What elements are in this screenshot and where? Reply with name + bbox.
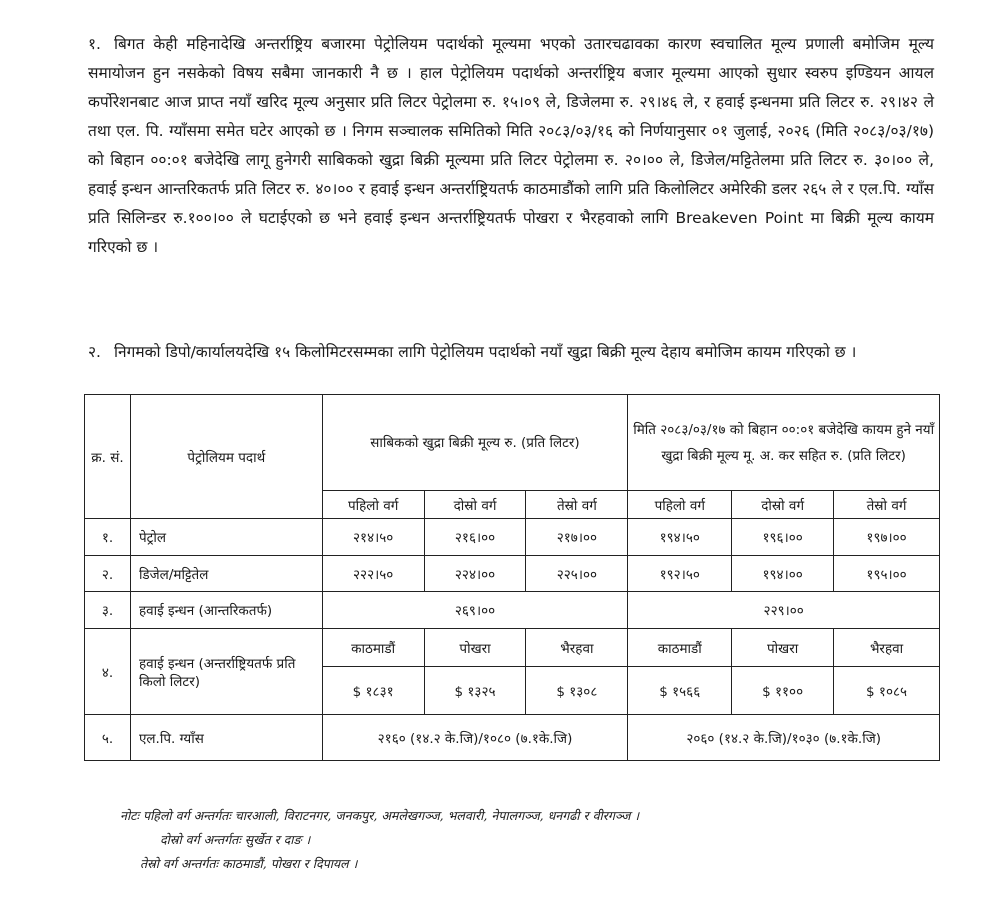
row-product: हवाई इन्धन (आन्तरिकतर्फ) (130, 592, 322, 629)
price-cell: २२२।५० (322, 556, 424, 592)
table-row (85, 519, 940, 556)
price-cell: १९२।५० (628, 556, 732, 592)
header-grade-2-old: दोस्रो वर्ग (424, 491, 526, 519)
header-grade-3-new: तेस्रो वर्ग (834, 491, 940, 519)
place-cell: भैरहवा (834, 629, 940, 667)
price-cell: २१६० (१४.२ के.जि)/१०८० (७.१के.जि) (322, 715, 628, 761)
footnote-line: दोस्रो वर्ग अन्तर्गतः सुर्खेत र दाङ । (160, 832, 311, 847)
row-product: एल.पि. ग्याँस (130, 715, 322, 761)
row-sn: १. (85, 519, 131, 556)
row-product: हवाई इन्धन (अन्तर्राष्ट्रियतर्फ प्रति किलो लिटर) (130, 629, 322, 715)
footnote-line: नोटः पहिलो वर्ग अन्तर्गतः चारआली, विराटनगर, जनकपुर, अमलेखगञ्ज, भलवारी, नेपालगञ्ज, धनगढी र वीरगञ्ज । (120, 808, 640, 823)
paragraph-2 (88, 338, 934, 367)
price-cell: $ १५६६ (628, 667, 732, 715)
price-cell: १९५।०० (834, 556, 940, 592)
price-cell: २१७।०० (526, 519, 628, 556)
header-grade-1-new: पहिलो वर्ग (628, 491, 732, 519)
row-sn: २. (85, 556, 131, 592)
price-cell: १९४।०० (732, 556, 834, 592)
row-sn: ३. (85, 592, 131, 629)
header-grade-3-old: तेस्रो वर्ग (526, 491, 628, 519)
price-cell: $ १३२५ (424, 667, 526, 715)
price-cell: $ १०८५ (834, 667, 940, 715)
footnote (120, 804, 920, 876)
table-row (85, 556, 940, 592)
header-grade-2-new: दोस्रो वर्ग (732, 491, 834, 519)
price-table (84, 394, 940, 761)
header-new-price: मिति २०८३/०३/१७ को बिहान ००:०१ बजेदेखि कायम हुने नयाँ खुद्रा बिक्री मूल्य मू. अ. कर सहित रु. (प्रति लिटर) (628, 395, 940, 491)
price-cell: २२५।०० (526, 556, 628, 592)
row-product: पेट्रोल (130, 519, 322, 556)
row-sn: ४. (85, 629, 131, 715)
price-cell: २१४।५० (322, 519, 424, 556)
footnote-line: तेस्रो वर्ग अन्तर्गतः काठमाडौं, पोखरा र दिपायल । (140, 856, 358, 871)
paragraph-text: निगमको डिपो/कार्यालयदेखि १५ किलोमिटरसम्मका लागि पेट्रोलियम पदार्थको नयाँ खुद्रा बिक्री मूल्य देहाय बमोजिम कायम गरिएको छ । (114, 343, 857, 361)
row-product: डिजेल/मट्टितेल (130, 556, 322, 592)
price-cell: $ ११०० (732, 667, 834, 715)
row-sn: ५. (85, 715, 131, 761)
place-cell: काठमाडौं (322, 629, 424, 667)
place-cell: काठमाडौं (628, 629, 732, 667)
paragraph-number: २. (88, 343, 101, 361)
price-cell: $ १८३१ (322, 667, 424, 715)
price-cell: २१६।०० (424, 519, 526, 556)
price-cell: $ १३०८ (526, 667, 628, 715)
paragraph-number: १. (88, 35, 101, 53)
price-cell: २६९।०० (322, 592, 628, 629)
place-cell: भैरहवा (526, 629, 628, 667)
paragraph-1 (88, 30, 934, 262)
header-grade-1-old: पहिलो वर्ग (322, 491, 424, 519)
table-row (85, 592, 940, 629)
header-sn: क्र. सं. (85, 395, 131, 519)
table-row (85, 715, 940, 761)
price-cell: १९४।५० (628, 519, 732, 556)
header-product: पेट्रोलियम पदार्थ (130, 395, 322, 519)
place-cell: पोखरा (424, 629, 526, 667)
header-old-price: साबिकको खुद्रा बिक्री मूल्य रु. (प्रति लिटर) (322, 395, 628, 491)
price-cell: २२४।०० (424, 556, 526, 592)
place-cell: पोखरा (732, 629, 834, 667)
price-cell: १९६।०० (732, 519, 834, 556)
price-cell: १९७।०० (834, 519, 940, 556)
price-cell: २०६० (१४.२ के.जि)/१०३० (७.१के.जि) (628, 715, 940, 761)
paragraph-text: बिगत केही महिनादेखि अन्तर्राष्ट्रिय बजारमा पेट्रोलियम पदार्थको मूल्यमा भएको उतारचढावका कारण स्वचालित मूल्य प्रणाली बमोजिम मूल्य समायोजन हुन नसकेको विषय सबैमा जानकारी नै छ । हाल पेट्रोलियम पदार्थको अन्तर्राष्ट्रिय बजार मूल्यमा आएको सुधार स्वरुप इण्डियन आयल कर्पोरेशनबाट आज प्राप्त नयाँ खरिद मूल्य अनुसार प्रति लिटर पेट्रोलमा रु. १५।०९ ले, डिजेलमा रु. २९।४६ ले, र हवाई इन्धनमा प्रति लिटर रु. २९।४२ ले तथा एल. पि. ग्याँसमा समेत घटेर आएको छ । निगम सञ्चालक समितिको मिति २०८३/०३/१६ को निर्णयानुसार ०१ जुलाई, २०२६ (मिति २०८३/०३/१७) को बिहान ००:०१ बजेदेखि लागू हुनेगरी साबिकको खुद्रा बिक्री मूल्यमा प्रति लिटर पेट्रोलमा रु. २०।०० ले, डिजेल/मट्टितेलमा प्रति लिटर रु. ३०।०० ले, हवाई इन्धन आन्तरिकतर्फ प्रति लिटर रु. ४०।०० र हवाई इन्धन अन्तर्राष्ट्रियतर्फ काठमाडौंको लागि प्रति किलोलिटर अमेरिकी डलर २६५ ले र एल.पि. ग्याँस प्रति सिलिन्डर रु.१००।०० ले घटाईएको छ भने हवाई इन्धन अन्तर्राष्ट्रियतर्फ पोखरा र भैरहवाको लागि Breakeven Point मा बिक्री मूल्य कायम गरिएको छ । (88, 35, 934, 256)
price-cell: २२९।०० (628, 592, 940, 629)
